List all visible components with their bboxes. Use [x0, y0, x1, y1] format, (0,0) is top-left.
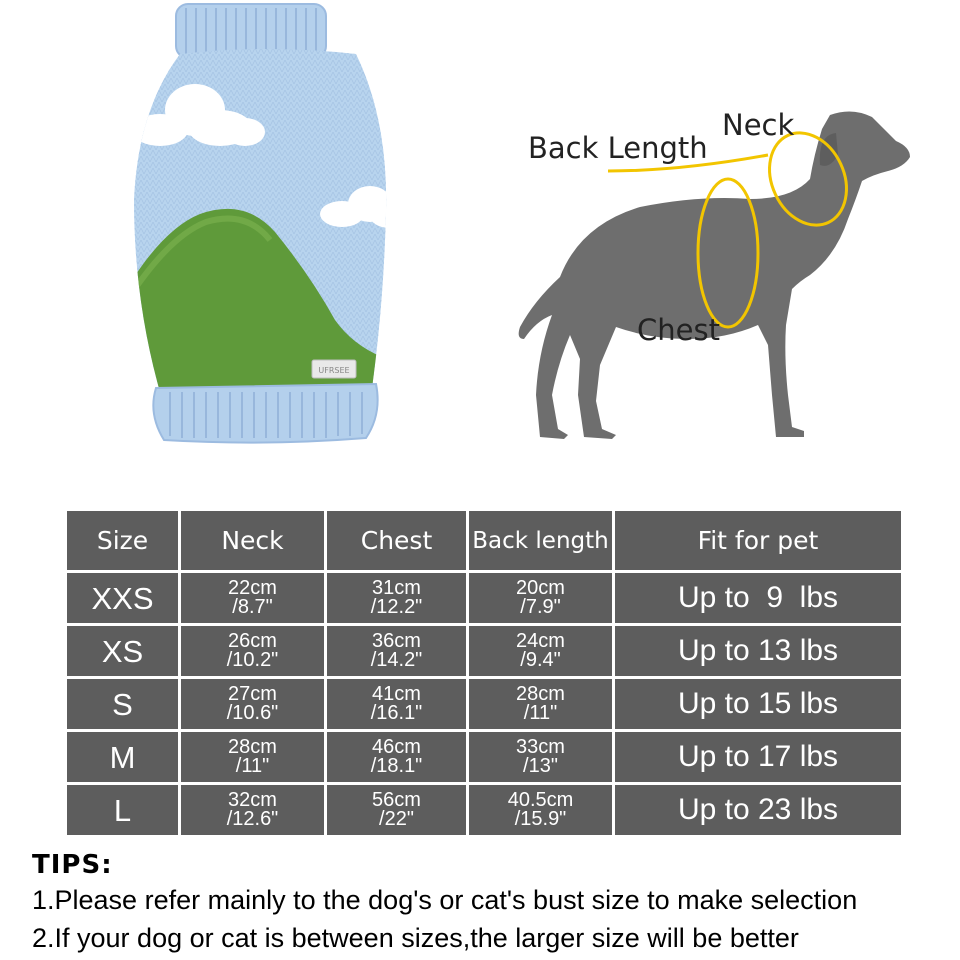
- size-cell: S: [66, 678, 180, 731]
- fit-cell: Up to 17 lbs: [614, 731, 903, 784]
- back-cell: 28cm /11": [468, 678, 614, 731]
- chest-cell: 56cm /22": [326, 784, 468, 837]
- table-row: [66, 625, 903, 678]
- neck-cell: 32cm /12.6": [180, 784, 326, 837]
- neck-cell: 22cm /8.7": [180, 572, 326, 625]
- tips-title: TIPS:: [32, 850, 113, 880]
- back-cell: 40.5cm /15.9": [468, 784, 614, 837]
- neck-cell: 27cm /10.6": [180, 678, 326, 731]
- tip-item: 1.Please refer mainly to the dog's or cat's bust size to make selection: [32, 885, 858, 915]
- header-chest: Chest: [326, 510, 468, 572]
- neck-cell: 28cm /11": [180, 731, 326, 784]
- fit-cell: Up to 9 lbs: [614, 572, 903, 625]
- header-fit: Fit for pet: [614, 510, 903, 572]
- chest-label: Chest: [637, 313, 720, 347]
- sweater-image: [120, 0, 410, 460]
- neck-cell: 26cm /10.2": [180, 625, 326, 678]
- back-cell: 24cm /9.4": [468, 625, 614, 678]
- chest-cell: 46cm /18.1": [326, 731, 468, 784]
- tip-item: 2.If your dog or cat is between sizes,the larger size will be better: [32, 923, 799, 953]
- fit-cell: Up to 15 lbs: [614, 678, 903, 731]
- size-cell: L: [66, 784, 180, 837]
- table-row: [66, 572, 903, 625]
- header-back-length: Back length: [468, 510, 614, 572]
- chest-cell: 41cm /16.1": [326, 678, 468, 731]
- table-row: [66, 678, 903, 731]
- size-chart-table: [64, 508, 904, 838]
- header-neck: Neck: [180, 510, 326, 572]
- size-cell: XS: [66, 625, 180, 678]
- back-cell: 20cm /7.9": [468, 572, 614, 625]
- chest-cell: 36cm /14.2": [326, 625, 468, 678]
- chest-cell: 31cm /12.2": [326, 572, 468, 625]
- size-cell: M: [66, 731, 180, 784]
- back-length-label: Back Length: [528, 131, 708, 165]
- sweater-tag-text: UFRSEE: [318, 366, 350, 375]
- table-header-row: [66, 510, 903, 572]
- table-row: [66, 784, 903, 837]
- size-cell: XXS: [66, 572, 180, 625]
- fit-cell: Up to 23 lbs: [614, 784, 903, 837]
- table-row: [66, 731, 903, 784]
- header-size: Size: [66, 510, 180, 572]
- neck-label: Neck: [722, 108, 795, 142]
- fit-cell: Up to 13 lbs: [614, 625, 903, 678]
- back-cell: 33cm /13": [468, 731, 614, 784]
